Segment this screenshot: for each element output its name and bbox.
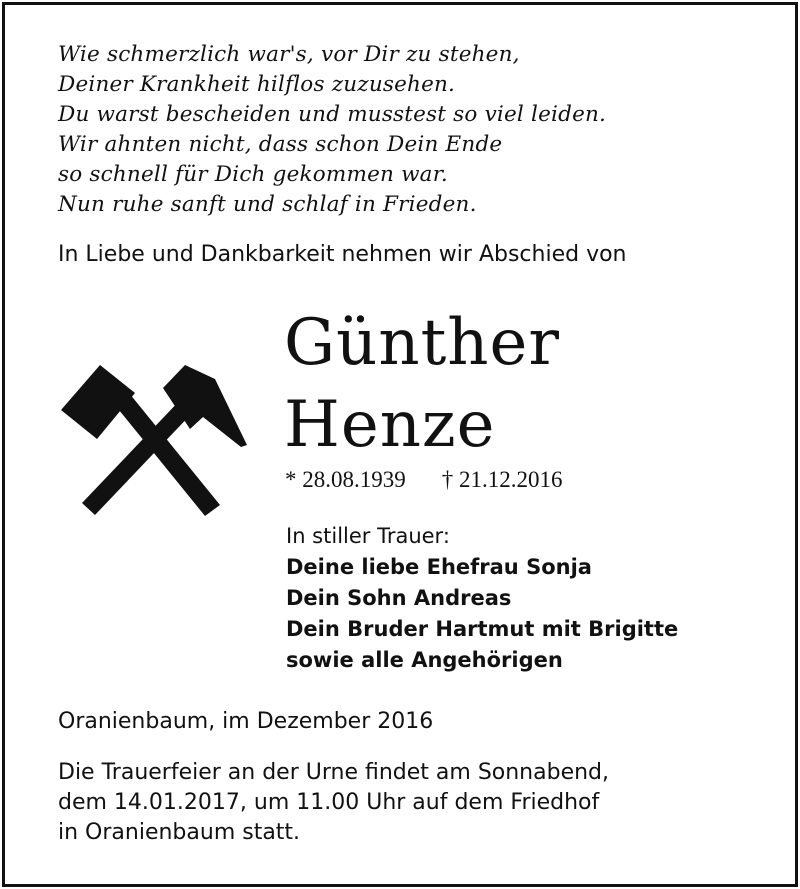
last-name: Henze (284, 388, 496, 462)
first-name: Günther (284, 306, 560, 380)
place-and-date: Oranienbaum, im Dezember 2016 (58, 709, 434, 734)
mourner-name: Dein Bruder Hartmut mit Brigitte (286, 617, 679, 641)
deceased-name (284, 302, 560, 466)
poem-line: Du warst bescheiden und musstest so viel leiden. (58, 102, 607, 127)
service-line: Die Trauerfeier an der Urne findet am Sonnabend, (58, 760, 610, 785)
life-dates (285, 465, 563, 495)
poem-line: Wir ahnten nicht, dass schon Dein Ende (58, 132, 503, 157)
service-line: in Oranienbaum statt. (58, 820, 301, 845)
mourner-name: Dein Sohn Andreas (286, 586, 512, 610)
farewell-intro: In Liebe und Dankbarkeit nehmen wir Abschied von (58, 242, 627, 267)
service-line: dem 14.01.2017, um 11.00 Uhr auf dem Friedhof (58, 790, 600, 815)
poem-line: Nun ruhe sanft und schlaf in Frieden. (58, 192, 477, 217)
mourners-list (286, 521, 678, 676)
death-date: † 21.12.2016 (441, 467, 563, 492)
poem (58, 40, 758, 220)
birth-date: * 28.08.1939 (285, 467, 406, 492)
mourner-name: sowie alle Angehörigen (286, 648, 563, 672)
mourner-name: Deine liebe Ehefrau Sonja (286, 555, 592, 579)
poem-line: Deiner Krankheit hilflos zuzusehen. (58, 72, 456, 97)
mourners-heading: In stiller Trauer: (286, 524, 450, 548)
hammer-and-pick-icon (55, 355, 250, 525)
funeral-service-info (58, 758, 609, 848)
poem-line: Wie schmerzlich war's, vor Dir zu stehen, (58, 42, 520, 67)
poem-line: so schnell für Dich gekommen war. (58, 162, 448, 187)
